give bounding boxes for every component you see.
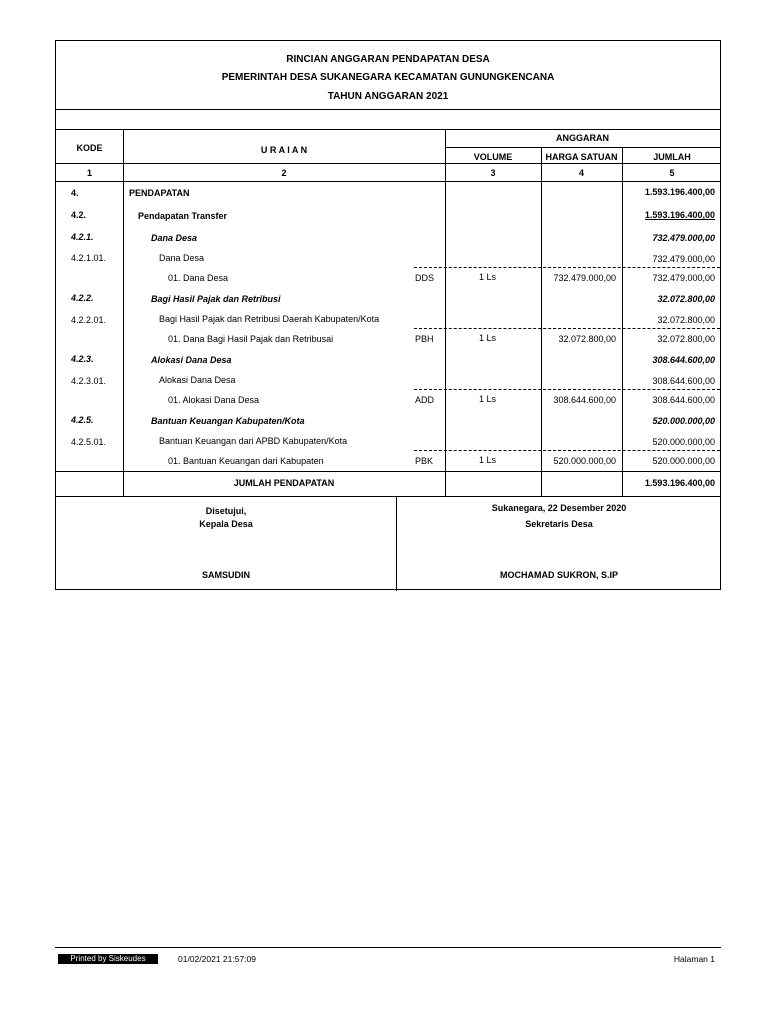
total-label: JUMLAH PENDAPATAN: [233, 478, 335, 488]
approval-label: Disetujui,: [205, 506, 247, 516]
row-uraian: 01. Dana Bagi Hasil Pajak dan Retribusai: [168, 334, 334, 344]
row-harga: 308.644.600,00: [553, 395, 616, 405]
col-anggaran: ANGGARAN: [556, 133, 609, 143]
secretary-name: MOCHAMAD SUKRON, S.IP: [499, 570, 618, 580]
row-uraian: Dana Desa: [151, 233, 198, 243]
row-kode: 4.2.5.01.: [71, 437, 107, 447]
row-sub-code: PBK: [415, 456, 434, 466]
dashed-divider: [414, 267, 720, 268]
row-uraian: 01. Dana Desa: [168, 273, 229, 283]
col-kode: KODE: [76, 143, 103, 153]
dashed-divider: [414, 328, 720, 329]
divider: [56, 109, 720, 110]
total-value: 1.593.196.400,00: [644, 478, 715, 488]
title-line-2: PEMERINTAH DESA SUKANEGARA KECAMATAN GUNUNGKENCANA: [221, 72, 555, 83]
row-jumlah: 308.644.600,00: [652, 355, 715, 365]
row-volume: 1 Ls: [479, 394, 497, 404]
row-kode: 4.: [71, 188, 79, 198]
col-volume: VOLUME: [473, 152, 513, 162]
page-number: Halaman 1: [673, 954, 715, 964]
row-jumlah: 520.000.000,00: [652, 437, 715, 447]
row-jumlah: 32.072.800,00: [657, 334, 715, 344]
row-kode: 4.2.5.: [71, 415, 94, 425]
secretary-title: Sekretaris Desa: [525, 519, 593, 529]
col-divider: [541, 147, 542, 496]
row-jumlah: 732.479.000,00: [652, 233, 715, 243]
col-divider: [622, 147, 623, 496]
approval-name: SAMSUDIN: [201, 570, 250, 580]
col-divider: [445, 129, 446, 496]
row-kode: 4.2.3.: [71, 354, 94, 364]
title-line-3: TAHUN ANGGARAN 2021: [327, 91, 449, 102]
row-kode: 4.2.1.01.: [71, 253, 107, 263]
approval-title: Kepala Desa: [199, 519, 253, 529]
row-uraian: Pendapatan Transfer: [138, 211, 228, 221]
row-kode: 4.2.: [71, 210, 87, 220]
row-jumlah: 32.072.800,00: [657, 294, 715, 304]
row-jumlah: 732.479.000,00: [652, 273, 715, 283]
dashed-divider: [414, 389, 720, 390]
row-uraian: Dana Desa: [159, 253, 205, 263]
row-jumlah: 1.593.196.400,00: [644, 210, 715, 220]
row-uraian: 01. Bantuan Keuangan dari Kabupaten: [168, 456, 324, 466]
row-jumlah: 520.000.000,00: [652, 456, 715, 466]
divider: [56, 471, 720, 472]
row-harga: 520.000.000,00: [553, 456, 616, 466]
footer-divider: [55, 947, 721, 948]
row-harga: 32.072.800,00: [558, 334, 616, 344]
dashed-divider: [414, 450, 720, 451]
col-num: 2: [281, 168, 287, 178]
row-jumlah: 520.000.000,00: [652, 416, 715, 426]
col-uraian: U R A I A N: [260, 145, 308, 155]
row-jumlah: 32.072.800,00: [657, 315, 715, 325]
divider: [56, 496, 720, 497]
divider: [56, 129, 720, 130]
row-uraian: Alokasi Dana Desa: [159, 375, 236, 385]
col-num: 5: [669, 168, 675, 178]
row-jumlah: 308.644.600,00: [652, 395, 715, 405]
row-uraian: Bagi Hasil Pajak dan Retribusi: [151, 294, 281, 304]
anggaran-divider: [445, 147, 720, 148]
row-volume: 1 Ls: [479, 333, 497, 343]
row-uraian: 01. Alokasi Dana Desa: [168, 395, 260, 405]
row-uraian: Alokasi Dana Desa: [151, 355, 232, 365]
col-num: 4: [578, 168, 584, 178]
row-kode: 4.2.3.01.: [71, 376, 107, 386]
row-kode: 4.2.2.01.: [71, 315, 107, 325]
place-date: Sukanegara, 22 Desember 2020: [491, 503, 627, 513]
row-uraian: Bagi Hasil Pajak dan Retribusi Daerah Kabupaten/Kota: [159, 314, 380, 324]
row-kode: 4.2.1.: [71, 232, 94, 242]
col-num: 3: [490, 168, 496, 178]
row-jumlah: 732.479.000,00: [652, 254, 715, 264]
row-sub-code: DDS: [415, 273, 435, 283]
col-num: 1: [86, 168, 92, 178]
row-sub-code: ADD: [415, 395, 435, 405]
print-timestamp: 01/02/2021 21:57:09: [178, 954, 256, 964]
row-kode: 4.2.2.: [71, 293, 94, 303]
col-divider: [123, 129, 124, 496]
col-harga: HARGA SATUAN: [545, 152, 618, 162]
divider: [56, 163, 720, 164]
row-sub-code: PBH: [415, 334, 434, 344]
row-uraian: Bantuan Keuangan Kabupaten/Kota: [151, 416, 305, 426]
row-jumlah: 308.644.600,00: [652, 376, 715, 386]
row-volume: 1 Ls: [479, 272, 497, 282]
row-uraian: PENDAPATAN: [129, 188, 190, 198]
printed-by-label: Printed by Siskeudes: [58, 954, 158, 964]
title-line-1: RINCIAN ANGGARAN PENDAPATAN DESA: [286, 54, 490, 65]
budget-document: [55, 40, 721, 590]
col-jumlah: JUMLAH: [653, 152, 691, 162]
row-harga: 732.479.000,00: [553, 273, 616, 283]
row-volume: 1 Ls: [479, 455, 497, 465]
divider: [56, 181, 720, 182]
row-jumlah: 1.593.196.400,00: [644, 187, 715, 197]
row-uraian: Bantuan Keuangan dari APBD Kabupaten/Kota: [159, 436, 348, 446]
